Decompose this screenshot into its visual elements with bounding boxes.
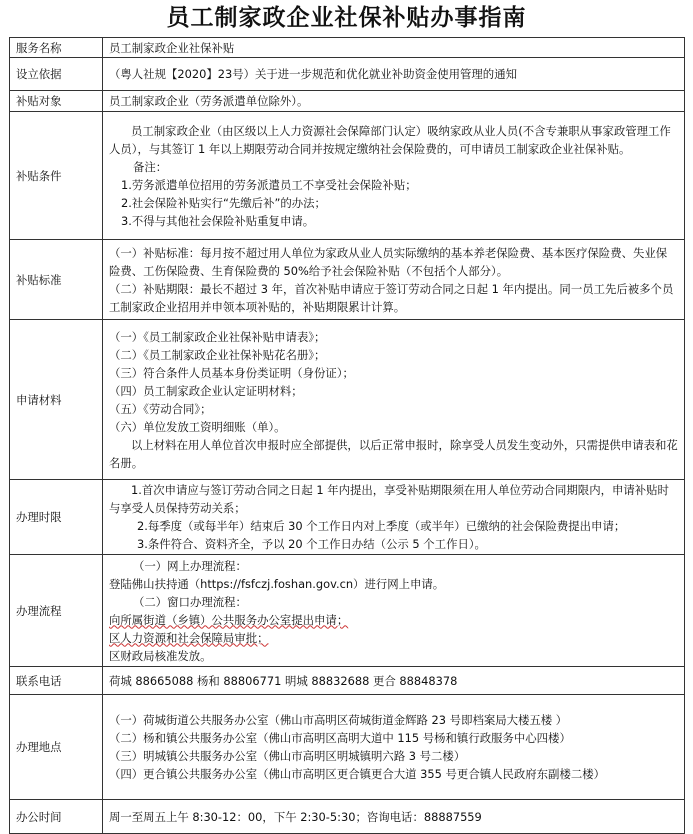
location-item: （三）明城镇公共服务办公室（佛山市高明区明城镇明六路 3 号二楼） [109, 749, 466, 763]
guide-table [9, 37, 685, 834]
process-online-title: （一）网上办理流程： [133, 558, 247, 573]
table-row [10, 480, 685, 555]
standard-cell [103, 240, 685, 320]
hours-value: 周一至周五上午 8:30-12：00，下午 2:30-5:30；咨询电话：88887559 [103, 800, 685, 834]
row-label: 服务名称 [10, 38, 103, 58]
location-cell [103, 695, 685, 800]
location-item: （一）荷城街道公共服务办公室（佛山市高明区荷城街道金辉路 23 号即档案局大楼五楼 ） [109, 713, 568, 727]
time-limit-cell [103, 480, 685, 555]
material-item: （六）单位发放工资明细账（单）。 [109, 419, 286, 434]
conditions-note: 2.社会保险补贴实行“先缴后补”的办法； [121, 195, 326, 210]
target-value: 员工制家政企业（劳务派遣单位除外）。 [103, 91, 685, 112]
conditions-text: 员工制家政企业（由区级以上人力资源社会保障部门认定）吸纳家政从业人员(不含专兼职从事家政管理工作人员），与其签订 1 年以上期限劳动合同并按规定缴纳社会保险费的，可申请员工制家政企业社保补贴。 [109, 123, 671, 156]
table-row [10, 555, 685, 667]
phone-value: 荷城 88665088 杨和 88806771 明城 88832688 更合 88848378 [103, 667, 685, 695]
row-label: 办理流程 [10, 555, 103, 667]
conditions-note: 3.不得与其他社会保险补贴重复申请。 [121, 213, 315, 228]
row-label: 办公时间 [10, 800, 103, 834]
conditions-note-title: 备注： [133, 159, 168, 174]
location-item: （二）杨和镇公共服务办公室（佛山市高明区高明大道中 115 号杨和镇行政服务中心四楼） [109, 731, 571, 745]
table-row [10, 695, 685, 800]
row-label: 补贴标准 [10, 240, 103, 320]
row-label: 申请材料 [10, 320, 103, 480]
table-row [10, 667, 685, 695]
material-item: （三）符合条件人员基本身份类证明（身份证）； [109, 365, 354, 380]
row-label: 办理地点 [10, 695, 103, 800]
table-row [10, 112, 685, 240]
standard-text: （二）补贴期限：最长不超过 3 年，首次补贴申请应于签订劳动合同之日起 1 年内提出。同一员工先后被多个员工制家政企业招用并申领本项补贴的，补贴期限累计计算。 [109, 281, 674, 314]
row-label: 联系电话 [10, 667, 103, 695]
basis-value: （粤人社规【2020】23号）关于进一步规范和优化就业补助资金使用管理的通知 [103, 58, 685, 91]
table-row [10, 58, 685, 91]
conditions-note: 1.劳务派遣单位招用的劳务派遣员工不享受社会保险补贴； [121, 177, 417, 192]
row-label: 设立依据 [10, 58, 103, 91]
service-name-value: 员工制家政企业社保补贴 [103, 38, 685, 58]
time-limit-item: 2.每季度（或每半年）结束后 30 个工作日内对上季度（或半年）已缴纳的社会保险费提出申请； [137, 519, 626, 533]
table-row [10, 38, 685, 58]
material-item: （二）《员工制家政企业社保补贴花名册》； [109, 347, 326, 362]
process-step: 向所属街道（乡镇）公共服务办公室提出申请； [109, 612, 349, 627]
table-row [10, 320, 685, 480]
time-limit-item: 3.条件符合、资料齐全，予以 20 个工作日办结（公示 5 个工作日）。 [137, 537, 486, 551]
conditions-cell [103, 112, 685, 240]
row-label: 办理时限 [10, 480, 103, 555]
time-limit-item: 1.首次申请应与签订劳动合同之日起 1 年内提出，享受补贴期限须在用人单位劳动合同期限内，申请补贴时与享受人员保持劳动关系； [109, 483, 669, 515]
materials-cell [103, 320, 685, 480]
process-cell [103, 555, 685, 667]
material-item: （四）员工制家政企业认定证明材料； [109, 383, 303, 398]
process-online-text: 登陆佛山扶持通（https://fsfczj.foshan.gov.cn）进行网上申请。 [109, 576, 445, 591]
row-label: 补贴对象 [10, 91, 103, 112]
row-label: 补贴条件 [10, 112, 103, 240]
material-item: （一）《员工制家政企业社保补贴申请表》； [109, 329, 326, 344]
table-row [10, 91, 685, 112]
process-step: 区财政局核准发放。 [109, 648, 212, 663]
materials-note: 以上材料在用人单位首次申报时应全部提供，以后正常申报时，除享受人员发生变动外，只需提供申请表和花名册。 [109, 437, 678, 470]
table-row [10, 800, 685, 834]
location-item: （四）更合镇公共服务办公室（佛山市高明区更合镇更合大道 355 号更合镇人民政府东副楼二楼） [109, 767, 606, 781]
material-item: （五）《劳动合同》； [109, 401, 212, 416]
standard-text: （一）补贴标准：每月按不超过用人单位为家政从业人员实际缴纳的基本养老保险费、基本医疗保险费、失业保险费、工伤保险费、生育保险费的 50%给予社会保险补贴（不包括个人部分）。 [109, 245, 668, 278]
page-title: 员工制家政企业社保补贴办事指南 [166, 4, 527, 31]
process-step: 区人力资源和社会保障局审批； [109, 630, 269, 645]
table-row [10, 240, 685, 320]
process-window-title: （二）窗口办理流程： [133, 594, 247, 609]
